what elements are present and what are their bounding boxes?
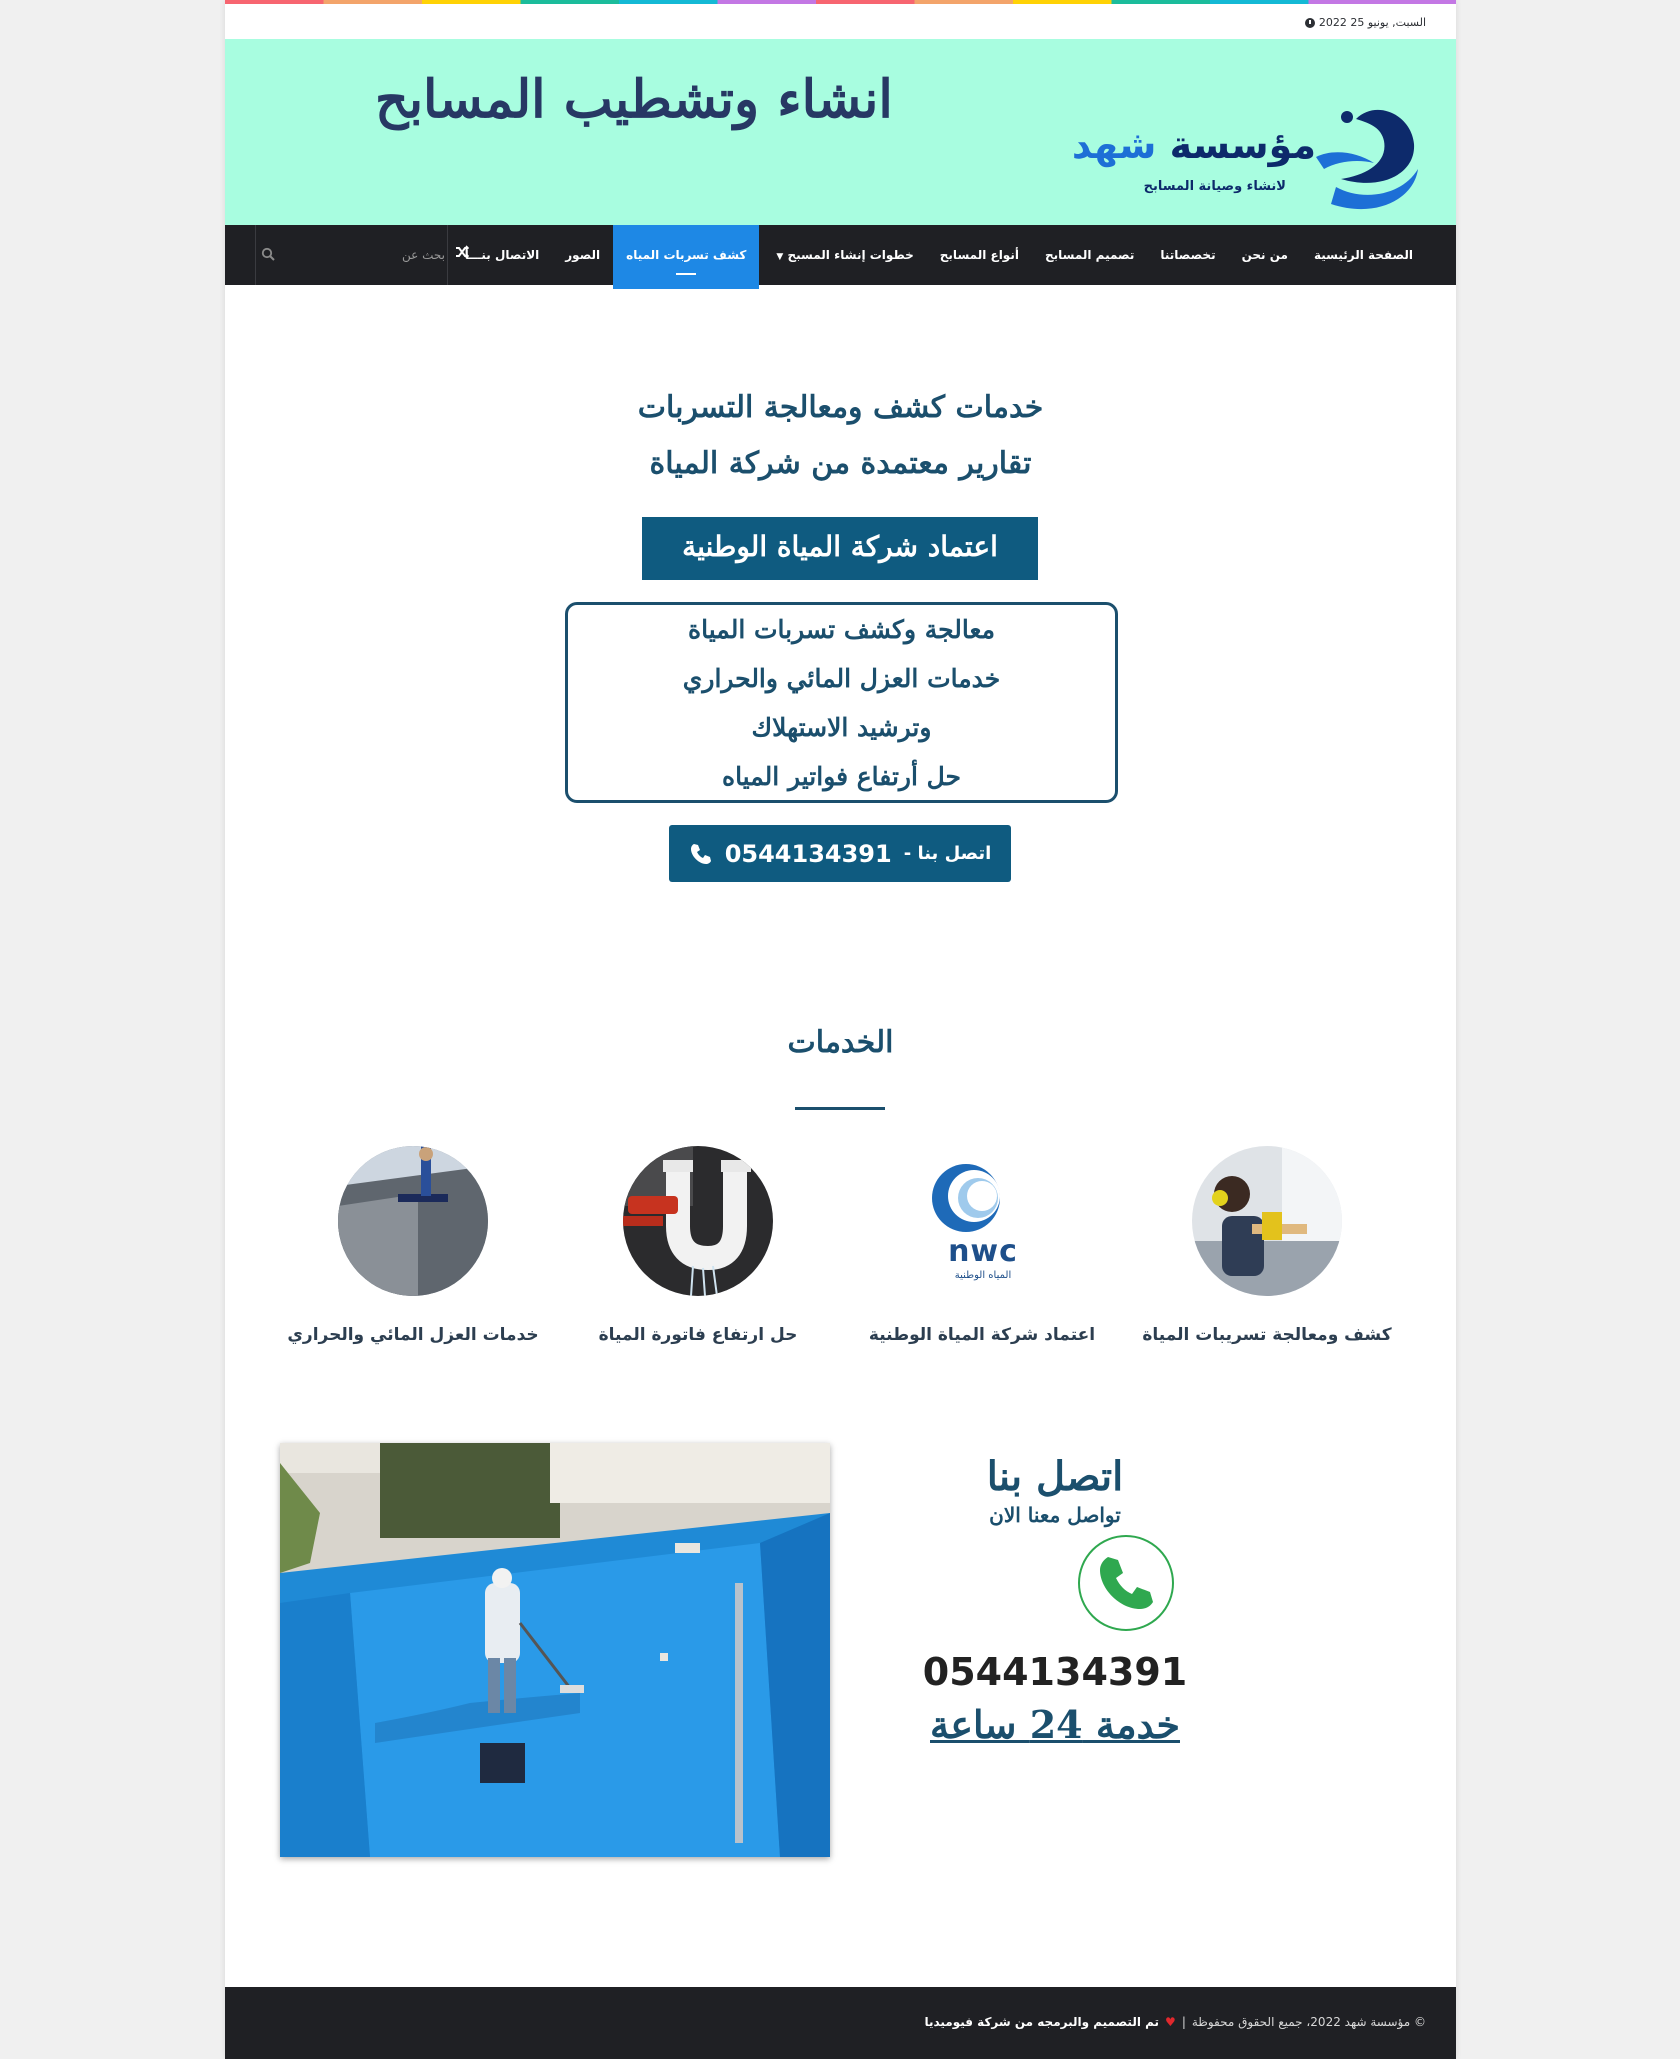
footer bbox=[225, 1987, 1456, 2059]
benefits-box bbox=[565, 602, 1118, 803]
date-text: السبت, يونيو 25 2022 bbox=[1318, 16, 1426, 29]
service-label[interactable]: خدمات العزل المائي والحراري bbox=[287, 1325, 539, 1345]
search-icon[interactable] bbox=[261, 247, 275, 261]
benefit-item: حل أرتفاع فواتير المياه bbox=[721, 762, 962, 791]
nwc-logo-text: nwc bbox=[948, 1234, 1018, 1269]
pool-photo bbox=[280, 1443, 830, 1857]
hero-line-1: خدمات كشف ومعالجة التسربات bbox=[637, 390, 1044, 425]
contact-subtitle: تواصل معنا الان bbox=[989, 1503, 1121, 1527]
caret-down-icon: ▼ bbox=[776, 252, 784, 262]
phone-contact-button[interactable] bbox=[1078, 1535, 1174, 1631]
nav-item-build-steps-label: خطوات إنشاء المسبح bbox=[787, 248, 914, 262]
call-button-number: 0544134391 bbox=[724, 839, 892, 868]
call-button[interactable] bbox=[669, 825, 1011, 882]
service-image-pipe[interactable] bbox=[623, 1146, 773, 1296]
nav-item-photos[interactable]: الصور bbox=[565, 248, 601, 262]
call-button-label: اتصل بنا - bbox=[903, 843, 992, 864]
footer-text bbox=[924, 2015, 1426, 2029]
site-header bbox=[225, 39, 1456, 225]
nav-item-home[interactable]: الصفحة الرئيسية bbox=[1313, 248, 1413, 262]
heart-icon: ♥ bbox=[1165, 2015, 1176, 2029]
footer-separator: | bbox=[1181, 2015, 1186, 2029]
nwc-logo-subtext: المياه الوطنية bbox=[954, 1270, 1012, 1281]
logo-name-blue: شهد bbox=[1071, 123, 1157, 167]
site-logo[interactable] bbox=[1071, 79, 1426, 229]
service-image-nwc[interactable] bbox=[908, 1146, 1058, 1296]
service-image-insulation[interactable] bbox=[338, 1146, 488, 1296]
hero-line-2: تقارير معتمدة من شركة المياة bbox=[649, 446, 1032, 481]
footer-credit[interactable]: تم التصميم والبرمجه من شركة فيوميديا bbox=[924, 2015, 1160, 2029]
footer-copyright: © مؤسسة شهد 2022، جميع الحقوق محفوظة bbox=[1191, 2015, 1426, 2029]
logo-name-dark: مؤسسة bbox=[1169, 123, 1316, 167]
nav-item-specialties[interactable]: تخصصاتنا bbox=[1160, 248, 1216, 262]
contact-number[interactable]: 0544134391 bbox=[922, 1650, 1188, 1694]
nav-divider bbox=[447, 225, 448, 285]
clock-icon bbox=[1305, 18, 1315, 28]
page bbox=[225, 0, 1456, 2059]
nav-item-pool-design[interactable]: تصميم المسابح bbox=[1044, 248, 1135, 262]
phone-icon bbox=[689, 842, 713, 866]
nav-item-build-steps[interactable] bbox=[759, 225, 926, 285]
service-label[interactable]: كشف ومعالجة تسريبات المياة bbox=[1142, 1325, 1392, 1345]
contact-title: اتصل بنا bbox=[986, 1453, 1124, 1500]
services-title: الخدمات bbox=[787, 1025, 894, 1060]
nav-item-leak-detection[interactable]: كشف تسربات المياه bbox=[613, 225, 759, 289]
search-input[interactable] bbox=[295, 225, 445, 285]
main-nav bbox=[225, 225, 1456, 285]
service-image-leak-detection[interactable] bbox=[1192, 1146, 1342, 1296]
top-bar bbox=[225, 4, 1456, 39]
phone-icon bbox=[1080, 1537, 1172, 1629]
top-date bbox=[1305, 16, 1426, 29]
services-divider bbox=[795, 1107, 885, 1110]
benefit-item: خدمات العزل المائي والحراري bbox=[682, 664, 1001, 693]
logo-tagline: لانشاء وصيانة المسابح bbox=[1143, 179, 1286, 194]
nav-item-about[interactable]: من نحن bbox=[1241, 248, 1288, 262]
service-label[interactable]: اعتماد شركة المياة الوطنية bbox=[868, 1325, 1096, 1345]
shuffle-icon[interactable] bbox=[455, 245, 469, 263]
nav-item-pool-types[interactable]: أنواع المسابح bbox=[939, 248, 1019, 262]
service-label[interactable]: حل ارتفاع فاتورة المياة bbox=[598, 1325, 798, 1345]
benefit-item: وترشيد الاستهلاك bbox=[751, 713, 932, 742]
nav-item-contact[interactable]: الاتصال بنـــا bbox=[464, 248, 540, 262]
search-box bbox=[255, 225, 445, 285]
benefit-item: معالجة وكشف تسربات المياة bbox=[688, 615, 995, 644]
header-title: انشاء وتشطيب المسابح bbox=[375, 69, 893, 130]
service-24-link[interactable]: خدمة 24 ساعة bbox=[930, 1702, 1180, 1747]
logo-name bbox=[1072, 123, 1316, 167]
approval-banner: اعتماد شركة المياة الوطنية bbox=[642, 517, 1038, 580]
